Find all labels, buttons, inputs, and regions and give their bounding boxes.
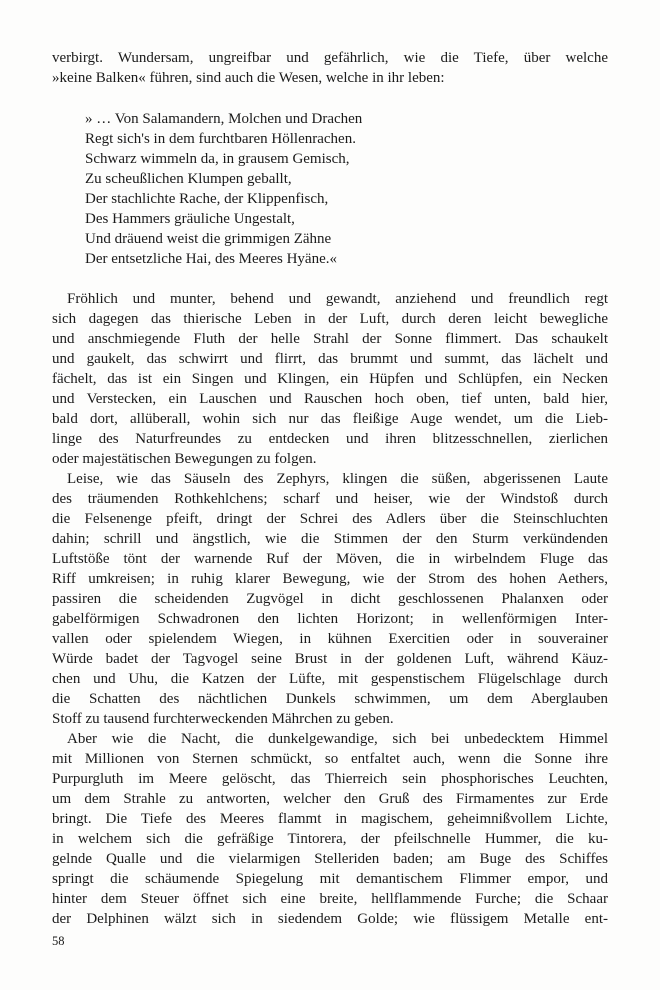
text-line: verbirgt. Wundersam, ungreifbar und gefährlich, wie die Tiefe, über welche bbox=[52, 50, 608, 66]
page-number: 58 bbox=[52, 934, 65, 948]
text-line: der Delphinen wälzt sich in siedendem Golde; wie flüssigem Metalle ent- bbox=[52, 911, 608, 927]
text-line: die Schatten des nächtlichen Dunkels schwimmen, um dem Aberglauben bbox=[52, 691, 608, 707]
text-line: chen und Uhu, die Katzen der Lüfte, mit gespenstischem Flügelschlage durch bbox=[52, 671, 608, 687]
text-line: dahin; schrill und ängstlich, wie die Stimmen der den Sturm verkündenden bbox=[52, 531, 608, 547]
poem-line: Der stachlichte Rache, der Klippenfisch, bbox=[85, 191, 329, 207]
text-line: und Verstecken, ein Lauschen und Rauschen hoch oben, tief unten, bald hier, bbox=[52, 391, 608, 407]
text-line: linge des Naturfreundes zu entdecken und ihren blitzesschnellen, zierlichen bbox=[52, 431, 608, 447]
text-line: bald dort, allüberall, wohin sich nur das fleißige Auge wendet, um die Lieb- bbox=[52, 411, 608, 427]
text-line: gabelförmigen Schwadronen den lichten Horizont; in wellenförmigen Inter- bbox=[52, 611, 608, 627]
text-line: gelnde Qualle und die vielarmigen Stelleriden baden; am Buge des Schiffes bbox=[52, 851, 608, 867]
text-line: sich dagegen das thierische Leben in der Luft, durch deren leicht bewegliche bbox=[52, 311, 608, 327]
text-line: oder majestätischen Bewegungen zu folgen. bbox=[52, 451, 317, 467]
text-line: fächelt, das ist ein Singen und Klingen, ein Hüpfen und Schlüpfen, ein Necken bbox=[52, 371, 608, 387]
spacer bbox=[52, 88, 608, 109]
poem-line: Schwarz wimmeln da, in grausem Gemisch, bbox=[85, 151, 350, 167]
poem-line: Regt sich's in dem furchtbaren Höllenrachen. bbox=[85, 131, 356, 147]
poem-line: » … Von Salamandern, Molchen und Drachen bbox=[85, 111, 363, 127]
opening-paragraph bbox=[52, 48, 608, 88]
text-line: des träumenden Rothkehlchens; scharf und heiser, wie der Windstoß durch bbox=[52, 491, 608, 507]
text-line: »keine Balken« führen, sind auch die Wesen, welche in ihr leben: bbox=[52, 70, 445, 86]
text-line: die Felsenenge pfeift, dringt der Schrei des Adlers über die Steinschluchten bbox=[52, 511, 608, 527]
poem-line: Des Hammers gräuliche Ungestalt, bbox=[85, 211, 295, 227]
text-line: Riff umkreisen; in ruhig klarer Bewegung, wie der Strom des hohen Aethers, bbox=[52, 571, 608, 587]
paragraph-leise bbox=[52, 469, 608, 729]
text-line: mit Millionen von Sternen schmückt, so entfaltet auch, wenn die Sonne ihre bbox=[52, 751, 608, 767]
poem-line: Zu scheußlichen Klumpen geballt, bbox=[85, 171, 292, 187]
text-line: Würde badet der Tagvogel seine Brust in der goldenen Luft, während Käuz- bbox=[52, 651, 608, 667]
text-line: springt die schäumende Spiegelung mit demantischem Flimmer empor, und bbox=[52, 871, 608, 887]
text-line: vallen oder spielendem Wiegen, in kühnen Exercitien oder in souverainer bbox=[52, 631, 608, 647]
text-line: bringt. Die Tiefe des Meeres flammt in magischem, geheimnißvollem Lichte, bbox=[52, 811, 608, 827]
text-line: und gaukelt, das schwirrt und flirrt, das brummt und summt, das lächelt und bbox=[52, 351, 608, 367]
paragraph-froehlich bbox=[52, 289, 608, 469]
text-line: hinter dem Steuer öffnet sich eine breite, hellflammende Furche; die Schaar bbox=[52, 891, 608, 907]
poem-line: Der entsetzliche Hai, des Meeres Hyäne.« bbox=[85, 251, 337, 267]
text-line: in welchem sich die gefräßige Tintorera, der pfeilschnelle Hummer, die ku- bbox=[52, 831, 608, 847]
text-line: um dem Strahle zu antworten, welcher den Gruß des Firmamentes zur Erde bbox=[52, 791, 608, 807]
poem-line: Und dräuend weist die grimmigen Zähne bbox=[85, 231, 332, 247]
text-line: Purpurgluth im Meere gelöscht, das Thierreich sein phosphorisches Leuchten, bbox=[52, 771, 608, 787]
poem-quote bbox=[52, 109, 608, 269]
text-line: Luftstöße tönt der warnende Ruf der Möven, die in wirbelndem Fluge das bbox=[52, 551, 608, 567]
text-line: passiren die scheidenden Zugvögel in dicht geschlossenen Phalanxen oder bbox=[52, 591, 608, 607]
text-line: Stoff zu tausend furchterweckenden Mährchen zu geben. bbox=[52, 711, 394, 727]
text-line: und anschmiegende Fluth der helle Strahl der Sonne flimmert. Das schaukelt bbox=[52, 331, 608, 347]
spacer bbox=[52, 269, 608, 289]
paragraph-aber bbox=[52, 729, 608, 929]
text-line: Leise, wie das Säuseln des Zephyrs, klingen die süßen, abgerissenen Laute bbox=[67, 471, 608, 487]
text-line: Fröhlich und munter, behend und gewandt, anziehend und freundlich regt bbox=[67, 291, 608, 307]
text-line: Aber wie die Nacht, die dunkelgewandige, sich bei unbedecktem Himmel bbox=[67, 731, 608, 747]
